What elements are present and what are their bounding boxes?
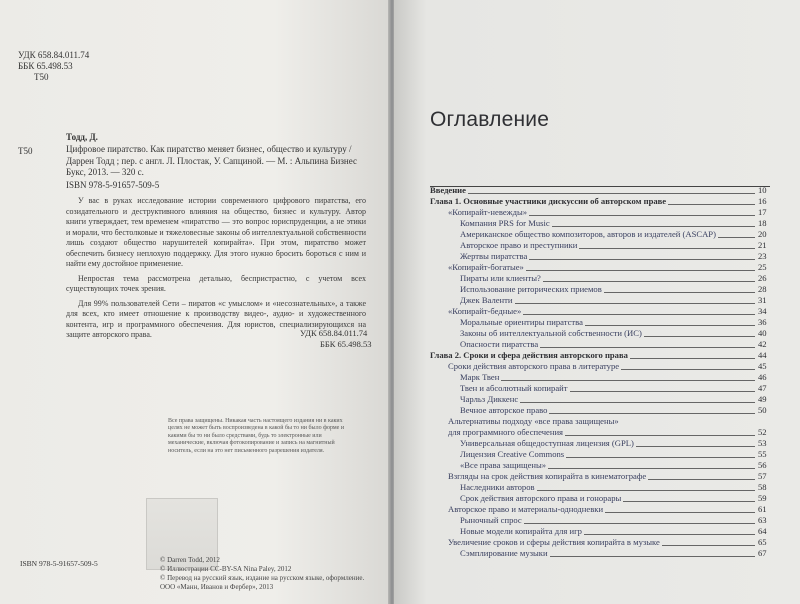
toc-entry — [430, 460, 786, 471]
toc-entry-page: 63 — [758, 515, 767, 525]
abstract-paragraph: Для 99% пользователей Сети – пиратов «с умыслом» и «несознательных», а также для всех, кто имеет отношение к производству видео-, аудио- и художественного контента, игр и программного обеспечения. Для юристов, специализирующихся на защите авторского права. — [66, 298, 366, 339]
toc-entry-label: Альтернативы подходу «все права защищены» — [448, 416, 619, 426]
udc-code: УДК 658.84.011.74 — [300, 328, 368, 338]
toc-entry-label: Использование риторических приемов — [460, 284, 602, 294]
toc-entry-label: «Все права защищены» — [460, 460, 547, 470]
toc-leader — [566, 457, 755, 458]
toc-entry — [430, 350, 786, 361]
toc-entry-label: Лицензия Creative Commons — [460, 449, 565, 459]
bbk-code: ББК 65.498.53 — [320, 339, 372, 349]
rights-notice: Все права защищены. Никакая часть настоящего издания ни в каких целях не может быть воспроизведена в какой бы то ни было форме и какими бы то ни было средствами, будь то электронные или механические, включая фотокопирование и запись на магнитный носитель, если на это нет письменного разрешения издателя. — [168, 418, 345, 454]
toc-entry-page: 28 — [758, 284, 767, 294]
left-page — [0, 0, 392, 604]
toc-entry-page: 17 — [758, 207, 767, 217]
toc-leader — [630, 358, 755, 359]
toc-entry-page: 67 — [758, 548, 767, 558]
toc-entry-page: 59 — [758, 493, 767, 503]
toc-leader — [623, 501, 755, 502]
toc-entry-label: Универсальная общедоступная лицензия (GPL) — [460, 438, 634, 448]
bbk-code: ББК 65.498.53 — [18, 61, 73, 71]
toc-entry-label: Новые модели копирайта для игр — [460, 526, 582, 536]
abstract-paragraph: У вас в руках исследование истории современного цифрового пиратства, его созидательного и деструктивного влияния на общество, бизнес и культуру. Автор книги утверждает, тем временем «пиратство — это вопрос юриспруденции, а не этики и морали, что бестолковые и тяжеловесные законы об интеллектуальной собственности лишь создают общество нарушителей копирайта». При этом, пиратство может обеспечить бизнесу неплохую поддержку. Для этого нужно бросить бороться с ним и найти ему достойное применение. — [66, 196, 366, 268]
toc-entry — [430, 427, 786, 438]
abstract-paragraph: Непростая тема рассмотрена детально, беспристрастно, с учетом всех существующих точек зрения. — [66, 273, 366, 293]
toc-entry-label: Глава 2. Сроки и сфера действия авторского права — [430, 350, 628, 360]
toc-entry — [430, 339, 786, 350]
toc-entry-page: 25 — [758, 262, 767, 272]
toc-entry — [430, 471, 786, 482]
toc-leader — [644, 336, 755, 337]
table-of-contents — [430, 177, 786, 559]
toc-entry-page: 20 — [758, 229, 767, 239]
toc-leader — [648, 479, 755, 480]
toc-leader — [718, 237, 755, 238]
toc-entry-label: Введение — [430, 185, 466, 195]
toc-entry-label: Пираты или клиенты? — [460, 273, 541, 283]
toc-leader — [552, 226, 755, 227]
toc-entry-label: Сэмплирование музыки — [460, 548, 548, 558]
toc-leader — [605, 512, 755, 513]
toc-entry-label: Компания PRS for Music — [460, 218, 550, 228]
toc-entry — [430, 196, 786, 207]
toc-entry-page: 36 — [758, 317, 767, 327]
copyright-credits — [160, 556, 370, 592]
toc-entry — [430, 383, 786, 394]
toc-entry — [430, 449, 786, 460]
toc-entry-page: 64 — [758, 526, 767, 536]
toc-entry-label: для программного обеспечения — [448, 427, 564, 437]
toc-leader — [537, 490, 755, 491]
toc-entry — [430, 328, 786, 339]
toc-leader — [524, 523, 755, 524]
toc-entry-label: Авторское право и преступники — [460, 240, 578, 250]
toc-leader — [515, 303, 755, 304]
toc-entry-page: 65 — [758, 537, 767, 547]
toc-leader — [550, 556, 755, 557]
toc-leader — [549, 413, 755, 414]
toc-entry-page: 23 — [758, 251, 767, 261]
toc-entry-label: Опасности пиратства — [460, 339, 539, 349]
toc-leader — [621, 369, 755, 370]
toc-entry-label: Срок действия авторского права и гонорары — [460, 493, 622, 503]
toc-entry — [430, 438, 786, 449]
toc-leader — [570, 391, 755, 392]
toc-entry — [430, 295, 786, 306]
toc-leader — [548, 468, 755, 469]
toc-entry-page: 16 — [758, 196, 767, 206]
toc-entry — [430, 526, 786, 537]
toc-entry-label: Американское общество композиторов, авторов и издателей (ASCAP) — [460, 229, 716, 239]
page-title: Оглавление — [430, 108, 550, 131]
toc-entry-label: Джек Валенти — [460, 295, 513, 305]
toc-entry — [430, 284, 786, 295]
classification-codes-repeat — [300, 328, 372, 350]
toc-entry — [430, 317, 786, 328]
toc-entry-page: 10 — [758, 185, 767, 195]
classification-codes — [18, 50, 89, 83]
toc-entry-label: Сроки действия авторского права в литературе — [448, 361, 620, 371]
toc-leader — [529, 259, 755, 260]
toc-entry — [430, 273, 786, 284]
toc-entry — [430, 207, 786, 218]
toc-entry-label: Наследники авторов — [460, 482, 535, 492]
toc-entry — [430, 262, 786, 273]
toc-entry-page: 57 — [758, 471, 767, 481]
toc-entry-page: 18 — [758, 218, 767, 228]
toc-entry-page: 21 — [758, 240, 767, 250]
toc-entry-page: 42 — [758, 339, 767, 349]
toc-leader — [668, 204, 755, 205]
toc-entry — [430, 416, 786, 427]
toc-entry-page: 53 — [758, 438, 767, 448]
isbn: ISBN 978-5-91657-509-5 — [66, 180, 160, 190]
toc-entry-page: 45 — [758, 361, 767, 371]
toc-entry — [430, 405, 786, 416]
toc-leader — [662, 545, 755, 546]
toc-leader — [584, 534, 755, 535]
toc-entry — [430, 493, 786, 504]
toc-entry — [430, 394, 786, 405]
toc-entry-page: 31 — [758, 295, 767, 305]
toc-entry — [430, 218, 786, 229]
toc-entry-page: 58 — [758, 482, 767, 492]
abstract — [66, 196, 366, 345]
credit-line: © Darren Todd, 2012 — [160, 556, 220, 564]
toc-leader — [579, 248, 755, 249]
toc-leader — [585, 325, 755, 326]
toc-leader — [501, 380, 755, 381]
toc-entry — [430, 306, 786, 317]
toc-leader — [540, 347, 755, 348]
toc-entry-page: 46 — [758, 372, 767, 382]
toc-entry — [430, 185, 786, 196]
right-page — [394, 0, 800, 604]
toc-entry-page: 34 — [758, 306, 767, 316]
author-mark-margin: Т50 — [18, 146, 33, 156]
toc-entry-label: Марк Твен — [460, 372, 500, 382]
toc-entry — [430, 372, 786, 383]
toc-entry-page: 49 — [758, 394, 767, 404]
toc-entry-label: Авторское право и материалы-однодневки — [448, 504, 604, 514]
toc-entry-label: Рыночный спрос — [460, 515, 522, 525]
toc-leader — [529, 215, 755, 216]
toc-entry-label: Чарльз Диккенс — [460, 394, 519, 404]
toc-leader — [565, 435, 755, 436]
toc-leader — [523, 314, 755, 315]
toc-entry-label: Взгляды на срок действия копирайта в кинематографе — [448, 471, 647, 481]
toc-entry-page: 52 — [758, 427, 767, 437]
toc-entry-page: 50 — [758, 405, 767, 415]
toc-entry-page: 26 — [758, 273, 767, 283]
author-name: Тодд, Д. — [66, 132, 98, 142]
toc-entry — [430, 361, 786, 372]
toc-entry-label: Вечное авторское право — [460, 405, 548, 415]
toc-leader — [604, 292, 755, 293]
toc-entry — [430, 240, 786, 251]
toc-entry-label: Глава 1. Основные участники дискуссии об авторском праве — [430, 196, 667, 206]
credit-line: © Иллюстрации CC-BY-SA Nina Paley, 2012 — [160, 565, 292, 573]
toc-entry-page: 56 — [758, 460, 767, 470]
toc-entry — [430, 229, 786, 240]
toc-entry-page: 61 — [758, 504, 767, 514]
toc-entry-page: 47 — [758, 383, 767, 393]
isbn-bottom: ISBN 978-5-91657-509-5 — [20, 559, 98, 568]
toc-entry-page: 55 — [758, 449, 767, 459]
toc-entry-label: Жертвы пиратства — [460, 251, 528, 261]
toc-entry — [430, 548, 786, 559]
toc-entry-label: Твен и абсолютный копирайт — [460, 383, 568, 393]
toc-entry-label: Моральные ориентиры пиратства — [460, 317, 583, 327]
toc-entry-page: 40 — [758, 328, 767, 338]
toc-entry-label: «Копирайт-невежды» — [448, 207, 528, 217]
toc-leader — [520, 402, 755, 403]
toc-leader — [543, 281, 755, 282]
toc-entry-label: «Копирайт-бедные» — [448, 306, 522, 316]
toc-entry-page: 44 — [758, 350, 767, 360]
toc-entry — [430, 482, 786, 493]
author-mark: Т50 — [34, 72, 49, 82]
toc-entry — [430, 515, 786, 526]
toc-entry — [430, 504, 786, 515]
udc-code: УДК 658.84.011.74 — [18, 50, 90, 60]
toc-entry-label: «Копирайт-богатые» — [448, 262, 524, 272]
bibliographic-record: Цифровое пиратство. Как пиратство меняет бизнес, общество и культуру / Даррен Тодд ; пер. с англ. Л. Плостак, У. Сапциной. — М. : Альпина Бизнес Букс, 2013. — 320 с. — [66, 144, 357, 177]
credit-line: © Перевод на русский язык, издание на русском языке, оформление. ООО «Манн, Иванов и Фербер», 2013 — [160, 574, 365, 591]
toc-leader — [526, 270, 755, 271]
toc-entry — [430, 251, 786, 262]
toc-entry — [430, 537, 786, 548]
toc-entry-label: Увеличение сроков и сферы действия копирайта в музыке — [448, 537, 660, 547]
toc-entry-label: Законы об интеллектуальной собственности (ИС) — [460, 328, 642, 338]
toc-leader — [468, 193, 755, 194]
toc-leader — [636, 446, 755, 447]
